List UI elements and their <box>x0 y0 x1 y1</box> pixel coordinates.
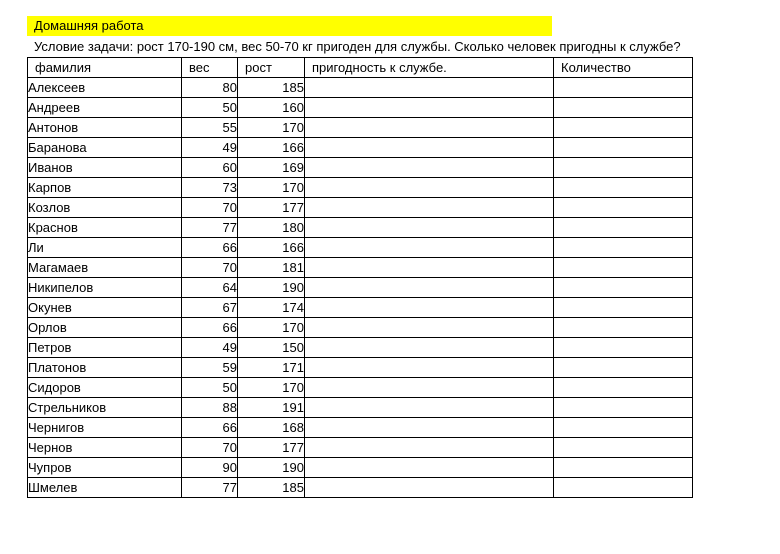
surname-cell[interactable]: Чупров <box>28 458 182 478</box>
count-cell[interactable] <box>554 278 693 298</box>
count-cell[interactable] <box>554 178 693 198</box>
fitness-cell[interactable] <box>305 98 554 118</box>
height-cell[interactable]: 177 <box>238 438 305 458</box>
table-row <box>28 338 693 358</box>
surname-cell[interactable]: Магамаев <box>28 258 182 278</box>
table-row <box>28 478 693 498</box>
fitness-cell[interactable] <box>305 418 554 438</box>
surname-cell[interactable]: Никипелов <box>28 278 182 298</box>
count-cell[interactable] <box>554 378 693 398</box>
surname-cell[interactable]: Орлов <box>28 318 182 338</box>
height-cell[interactable]: 171 <box>238 358 305 378</box>
table-row <box>28 198 693 218</box>
count-cell[interactable] <box>554 238 693 258</box>
table-row <box>28 218 693 238</box>
surname-cell[interactable]: Андреев <box>28 98 182 118</box>
fitness-cell[interactable] <box>305 78 554 98</box>
surname-cell[interactable]: Сидоров <box>28 378 182 398</box>
table-row <box>28 278 693 298</box>
fitness-cell[interactable] <box>305 198 554 218</box>
weight-cell[interactable]: 60 <box>182 158 238 178</box>
weight-cell[interactable]: 90 <box>182 458 238 478</box>
height-cell[interactable]: 170 <box>238 118 305 138</box>
height-cell[interactable]: 181 <box>238 258 305 278</box>
weight-cell[interactable]: 49 <box>182 138 238 158</box>
fitness-cell[interactable] <box>305 338 554 358</box>
fitness-cell[interactable] <box>305 218 554 238</box>
surname-cell[interactable]: Платонов <box>28 358 182 378</box>
count-cell[interactable] <box>554 358 693 378</box>
weight-cell[interactable]: 66 <box>182 238 238 258</box>
height-cell[interactable]: 177 <box>238 198 305 218</box>
table-row <box>28 78 693 98</box>
height-cell[interactable]: 166 <box>238 138 305 158</box>
height-cell[interactable]: 170 <box>238 318 305 338</box>
table-row <box>28 458 693 478</box>
fitness-cell[interactable] <box>305 118 554 138</box>
height-cell[interactable]: 166 <box>238 238 305 258</box>
count-cell[interactable] <box>554 218 693 238</box>
table-row <box>28 378 693 398</box>
surname-cell[interactable]: Чернов <box>28 438 182 458</box>
height-cell[interactable]: 170 <box>238 378 305 398</box>
surname-cell[interactable]: Козлов <box>28 198 182 218</box>
header-height[interactable]: рост <box>238 58 305 78</box>
height-cell[interactable]: 150 <box>238 338 305 358</box>
fitness-cell[interactable] <box>305 258 554 278</box>
fitness-cell[interactable] <box>305 358 554 378</box>
table-row <box>28 258 693 278</box>
weight-cell[interactable]: 70 <box>182 438 238 458</box>
fitness-cell[interactable] <box>305 478 554 498</box>
fitness-cell[interactable] <box>305 278 554 298</box>
fitness-cell[interactable] <box>305 298 554 318</box>
height-cell[interactable]: 190 <box>238 458 305 478</box>
surname-cell[interactable]: Антонов <box>28 118 182 138</box>
surname-cell[interactable]: Петров <box>28 338 182 358</box>
surname-cell[interactable]: Окунев <box>28 298 182 318</box>
table-row <box>28 398 693 418</box>
fitness-cell[interactable] <box>305 238 554 258</box>
weight-cell[interactable]: 59 <box>182 358 238 378</box>
height-cell[interactable]: 170 <box>238 178 305 198</box>
table-row <box>28 358 693 378</box>
count-cell[interactable] <box>554 158 693 178</box>
weight-cell[interactable]: 77 <box>182 218 238 238</box>
count-cell[interactable] <box>554 398 693 418</box>
count-cell[interactable] <box>554 118 693 138</box>
title-text: Домашняя работа <box>34 18 144 33</box>
count-cell[interactable] <box>554 298 693 318</box>
fitness-cell[interactable] <box>305 458 554 478</box>
height-cell[interactable]: 190 <box>238 278 305 298</box>
table-row <box>28 238 693 258</box>
height-cell[interactable]: 168 <box>238 418 305 438</box>
header-weight[interactable]: вес <box>182 58 238 78</box>
fitness-cell[interactable] <box>305 378 554 398</box>
count-cell[interactable] <box>554 458 693 478</box>
surname-cell[interactable]: Ли <box>28 238 182 258</box>
weight-cell[interactable]: 66 <box>182 318 238 338</box>
table-row <box>28 158 693 178</box>
weight-cell[interactable]: 50 <box>182 98 238 118</box>
table-row <box>28 298 693 318</box>
height-cell[interactable]: 185 <box>238 478 305 498</box>
height-cell[interactable]: 169 <box>238 158 305 178</box>
count-cell[interactable] <box>554 478 693 498</box>
table-row <box>28 418 693 438</box>
header-surname[interactable]: фамилия <box>28 58 182 78</box>
count-cell[interactable] <box>554 418 693 438</box>
fitness-cell[interactable] <box>305 138 554 158</box>
surname-cell[interactable]: Карпов <box>28 178 182 198</box>
weight-cell[interactable]: 88 <box>182 398 238 418</box>
surname-cell[interactable]: Краснов <box>28 218 182 238</box>
surname-cell[interactable]: Баранова <box>28 138 182 158</box>
surname-cell[interactable]: Стрельников <box>28 398 182 418</box>
task-condition[interactable]: Условие задачи: рост 170-190 см, вес 50-70 кг пригоден для службы. Сколько человек пригодны к службе? <box>34 39 681 54</box>
table-row <box>28 438 693 458</box>
height-cell[interactable]: 185 <box>238 78 305 98</box>
weight-cell[interactable]: 67 <box>182 298 238 318</box>
fitness-cell[interactable] <box>305 398 554 418</box>
table-row <box>28 318 693 338</box>
height-cell[interactable]: 174 <box>238 298 305 318</box>
title-cell[interactable] <box>27 16 552 36</box>
fitness-cell[interactable] <box>305 158 554 178</box>
weight-cell[interactable]: 77 <box>182 478 238 498</box>
count-cell[interactable] <box>554 78 693 98</box>
weight-cell[interactable]: 49 <box>182 338 238 358</box>
surname-cell[interactable]: Иванов <box>28 158 182 178</box>
weight-cell[interactable]: 55 <box>182 118 238 138</box>
table-row <box>28 98 693 118</box>
table-row <box>28 178 693 198</box>
height-cell[interactable]: 180 <box>238 218 305 238</box>
weight-cell[interactable]: 50 <box>182 378 238 398</box>
surname-cell[interactable]: Алексеев <box>28 78 182 98</box>
weight-cell[interactable]: 70 <box>182 198 238 218</box>
count-cell[interactable] <box>554 258 693 278</box>
data-table <box>27 57 693 498</box>
height-cell[interactable]: 160 <box>238 98 305 118</box>
fitness-cell[interactable] <box>305 438 554 458</box>
height-cell[interactable]: 191 <box>238 398 305 418</box>
weight-cell[interactable]: 73 <box>182 178 238 198</box>
header-count[interactable]: Количество <box>554 58 693 78</box>
weight-cell[interactable]: 80 <box>182 78 238 98</box>
count-cell[interactable] <box>554 438 693 458</box>
table-row <box>28 118 693 138</box>
table-row <box>28 138 693 158</box>
weight-cell[interactable]: 64 <box>182 278 238 298</box>
surname-cell[interactable]: Шмелев <box>28 478 182 498</box>
count-cell[interactable] <box>554 138 693 158</box>
count-cell[interactable] <box>554 98 693 118</box>
header-fitness[interactable]: пригодность к службе. <box>305 58 554 78</box>
count-cell[interactable] <box>554 198 693 218</box>
count-cell[interactable] <box>554 338 693 358</box>
fitness-cell[interactable] <box>305 178 554 198</box>
surname-cell[interactable]: Чернигов <box>28 418 182 438</box>
header-row <box>28 58 693 78</box>
fitness-cell[interactable] <box>305 318 554 338</box>
count-cell[interactable] <box>554 318 693 338</box>
weight-cell[interactable]: 70 <box>182 258 238 278</box>
weight-cell[interactable]: 66 <box>182 418 238 438</box>
